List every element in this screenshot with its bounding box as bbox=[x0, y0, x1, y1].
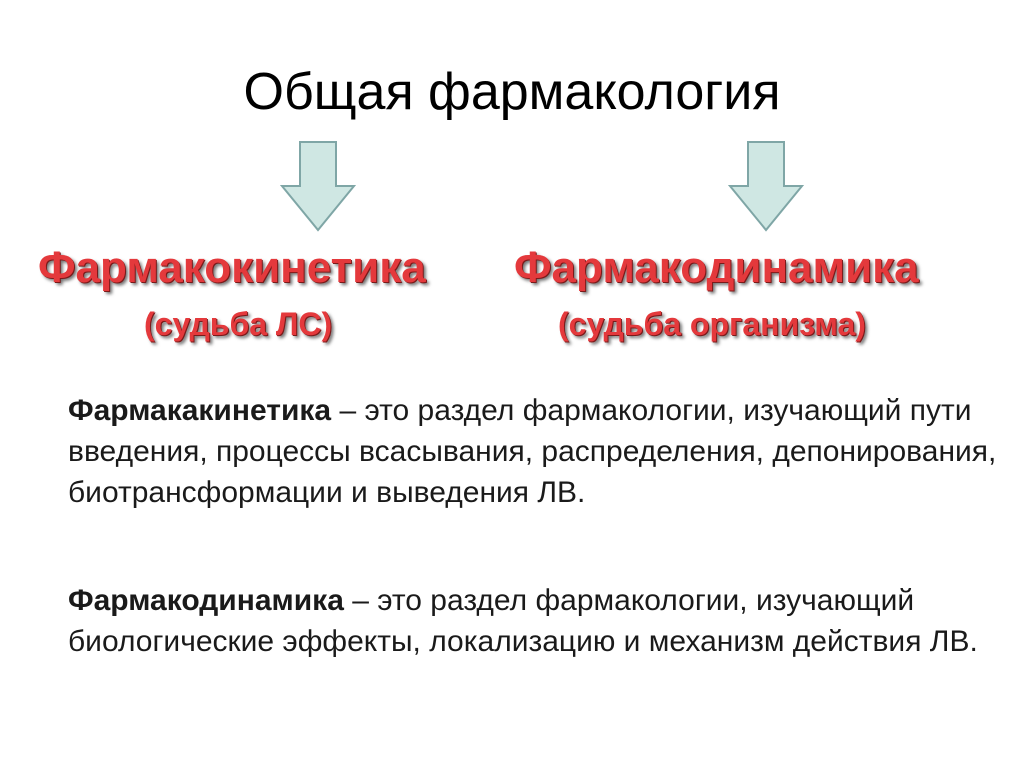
pharmacodynamics-definition bbox=[68, 580, 998, 662]
slide-title: Общая фармакология bbox=[243, 63, 781, 121]
pharmacokinetics-subheading: (судьба ЛС) bbox=[144, 306, 333, 342]
pharmacodynamics-subheading: (судьба организма) bbox=[558, 306, 866, 342]
pharmacodynamics-definition-text: – это раздел фармакологии, изучающий биологические эффекты, локализацию и механизм действия ЛВ. bbox=[68, 584, 978, 658]
pharmacokinetics-definition bbox=[68, 390, 998, 513]
pharmacodynamics-heading: Фармакодинамика bbox=[514, 243, 919, 292]
pharmacokinetics-definition-text: – это раздел фармакологии, изучающий пути введения, процессы всасывания, распределения, депонирования, биотрансформации и выведения ЛВ. bbox=[68, 394, 997, 509]
pharmacokinetics-term: Фармакакинетика bbox=[68, 394, 332, 427]
down-arrow-icon bbox=[728, 140, 804, 232]
down-arrow-icon bbox=[280, 140, 356, 232]
pharmacodynamics-term: Фармакодинамика bbox=[68, 584, 344, 617]
pharmacokinetics-heading: Фармакокинетика bbox=[38, 243, 426, 292]
